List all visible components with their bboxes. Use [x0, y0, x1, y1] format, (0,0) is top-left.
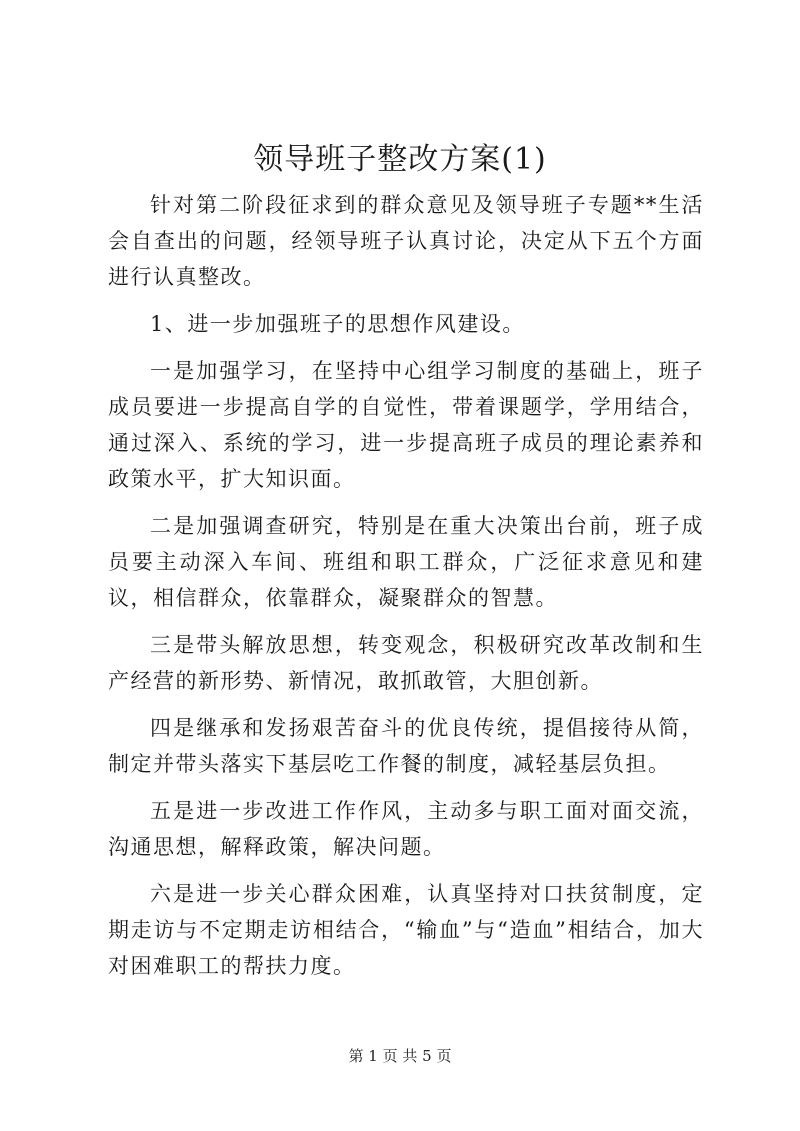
- paragraph-item-2: 二是加强调查研究，特别是在重大决策出台前，班子成员要主动深入车间、班组和职工群众，广泛征求意见和建议，相信群众，依靠群众，凝聚群众的智慧。: [108, 514, 704, 610]
- paragraph-item-1: 一是加强学习，在坚持中心组学习制度的基础上，班子成员要进一步提高自学的自觉性，带着课题学，学用结合，通过深入、系统的学习，进一步提高班子成员的理论素养和政策水平，扩大知识面。: [108, 359, 704, 491]
- paragraph-item-4: 四是继承和发扬艰苦奋斗的优良传统，提倡接待从简，制定并带头落实下基层吃工作餐的制度，减轻基层负担。: [108, 716, 704, 776]
- page-number-footer: 第 1 页 共 5 页: [348, 1047, 452, 1065]
- paragraph-item-6: 六是进一步关心群众困难，认真坚持对口扶贫制度，定期走访与不定期走访相结合，“输血”与“造血”相结合，加大对困难职工的帮扶力度。: [108, 882, 704, 978]
- paragraph-item-5: 五是进一步改进工作作风，主动多与职工面对面交流，沟通思想，解释政策，解决问题。: [108, 799, 704, 859]
- paragraph-item-3: 三是带头解放思想，转变观念，积极研究改革改制和生产经营的新形势、新情况，敢抓敢管，大胆创新。: [108, 633, 704, 693]
- paragraph-intro: 针对第二阶段征求到的群众意见及领导班子专题**生活会自查出的问题，经领导班子认真讨论，决定从下五个方面进行认真整改。: [108, 193, 704, 289]
- paragraph-section-1-heading: 1、进一步加强班子的思想作风建设。: [150, 312, 525, 336]
- page-title: 领导班子整改方案(1): [253, 142, 547, 177]
- document-body: [108, 187, 704, 995]
